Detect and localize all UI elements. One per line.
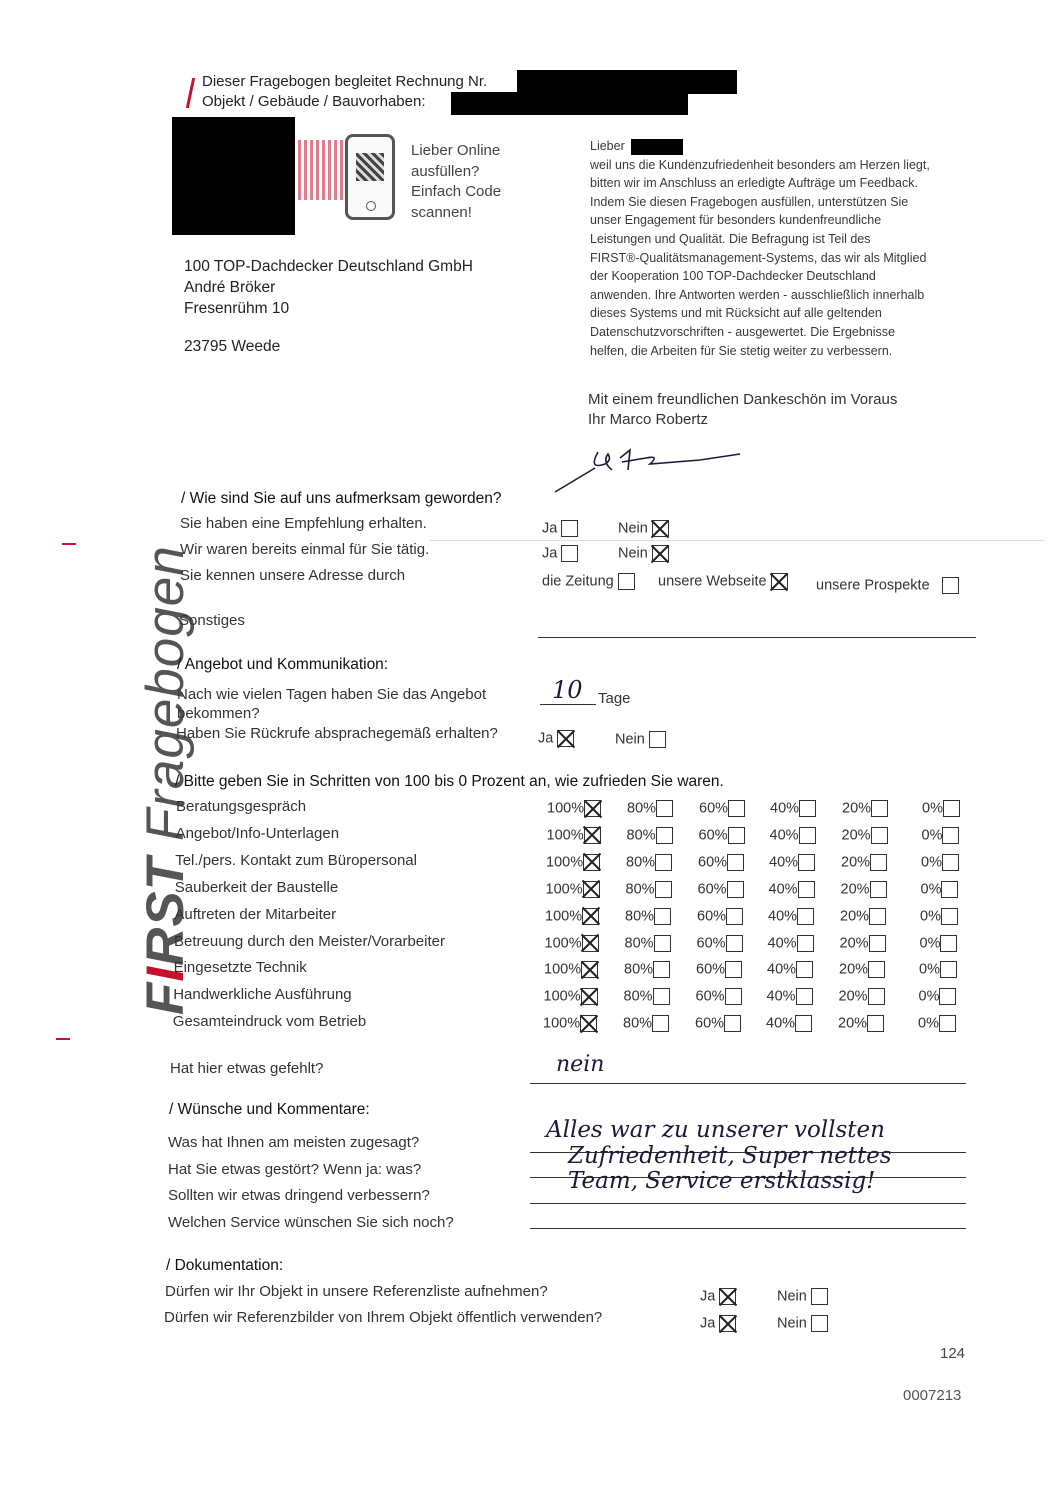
rating-option[interactable] bbox=[769, 854, 815, 871]
rating-option[interactable] bbox=[623, 1015, 669, 1032]
q-reference-list: Dürfen wir Ihr Objekt in unsere Referenzliste aufnehmen? bbox=[165, 1283, 548, 1300]
comment-line-3 bbox=[530, 1203, 966, 1204]
rating-option-label: 100% bbox=[546, 827, 584, 844]
rating-option[interactable] bbox=[546, 854, 600, 871]
rating-checkbox[interactable] bbox=[727, 881, 744, 898]
rating-checkbox[interactable] bbox=[728, 800, 745, 817]
rating-option[interactable] bbox=[918, 1015, 956, 1032]
rating-option-label: 40% bbox=[769, 827, 799, 844]
rating-option[interactable] bbox=[625, 908, 671, 925]
rating-checkbox[interactable] bbox=[942, 854, 959, 871]
ref-list-ja[interactable]: Ja bbox=[700, 1288, 736, 1305]
rating-option-label: 60% bbox=[695, 1015, 725, 1032]
rating-checkbox[interactable] bbox=[871, 827, 888, 844]
rating-option-label: 20% bbox=[841, 827, 871, 844]
rating-checkbox[interactable] bbox=[869, 908, 886, 925]
ref-list-nein[interactable]: Nein bbox=[777, 1288, 828, 1305]
side-mark-top bbox=[62, 543, 76, 545]
ref-images-ja-checkbox[interactable] bbox=[719, 1315, 736, 1332]
ref-list-ja-checkbox[interactable] bbox=[719, 1288, 736, 1305]
rating-row-label: Auftreten der Mitarbeiter bbox=[174, 905, 337, 923]
rating-option-label: 40% bbox=[766, 988, 796, 1005]
rating-row-label: Eingesetzte Technik bbox=[173, 959, 307, 977]
company-name: 100 TOP-Dachdecker Deutschland GmbH bbox=[184, 258, 473, 275]
rating-grid bbox=[172, 798, 1002, 1048]
callback-nein[interactable]: Nein bbox=[615, 731, 666, 748]
rating-checkbox[interactable] bbox=[870, 881, 887, 898]
first-fragebogen-logo: FIRST Fragebogen bbox=[136, 545, 195, 1015]
rating-option[interactable] bbox=[544, 961, 598, 978]
rating-option[interactable] bbox=[921, 881, 959, 898]
rating-option-label: 20% bbox=[839, 961, 869, 978]
letter-closing: Mit einem freundlichen Dankeschön im Voraus Ihr Marco Robertz bbox=[588, 391, 898, 428]
offer-days-line bbox=[540, 704, 596, 705]
rating-option-label: 20% bbox=[840, 881, 870, 898]
rating-option[interactable] bbox=[919, 961, 957, 978]
rating-option-label: 0% bbox=[919, 934, 941, 951]
rating-option-label: 60% bbox=[699, 800, 729, 817]
rating-checkbox[interactable] bbox=[583, 881, 600, 898]
rating-checkbox[interactable] bbox=[939, 988, 956, 1005]
comments-answer[interactable]: Alles war zu unserer vollsten Zufriedenheit, Super nettes Team, Service erstklassig! bbox=[546, 1117, 892, 1194]
address-block bbox=[184, 256, 473, 357]
rating-checkbox[interactable] bbox=[870, 854, 887, 871]
object-label: Objekt / Gebäude / Bauvorhaben: bbox=[202, 93, 426, 110]
contact-name: André Bröker bbox=[184, 279, 276, 296]
ref-list-nein-checkbox[interactable] bbox=[811, 1288, 828, 1305]
ref-images-nein-checkbox[interactable] bbox=[811, 1315, 828, 1332]
rating-option-label: 40% bbox=[767, 934, 797, 951]
rating-option[interactable] bbox=[699, 800, 745, 817]
rating-option-label: 80% bbox=[624, 934, 654, 951]
q2-nein[interactable]: Nein bbox=[618, 545, 669, 562]
missing-line bbox=[530, 1083, 966, 1084]
rating-checkbox[interactable] bbox=[869, 935, 886, 952]
rating-checkbox[interactable] bbox=[726, 935, 743, 952]
rating-checkbox[interactable] bbox=[584, 800, 601, 817]
rating-checkbox[interactable] bbox=[868, 988, 885, 1005]
q2-ja-checkbox[interactable] bbox=[561, 545, 578, 562]
zeitung-checkbox[interactable] bbox=[618, 573, 635, 590]
opt-prospekte[interactable]: unsere Prospekte bbox=[816, 577, 959, 594]
rating-checkbox[interactable] bbox=[797, 908, 814, 925]
ref-images-nein[interactable]: Nein bbox=[777, 1315, 828, 1332]
redacted-qr-code bbox=[172, 117, 295, 235]
rating-option-label: 80% bbox=[626, 827, 656, 844]
rating-checkbox[interactable] bbox=[871, 800, 888, 817]
rating-option[interactable] bbox=[546, 881, 600, 898]
rating-option[interactable] bbox=[698, 854, 744, 871]
rating-option-label: 100% bbox=[544, 934, 582, 951]
rating-option[interactable] bbox=[840, 935, 886, 952]
salutation: Lieber bbox=[590, 137, 1010, 156]
rating-option[interactable] bbox=[627, 800, 673, 817]
q-previous-work: Wir waren bereits einmal für Sie tätig. bbox=[180, 541, 430, 558]
letter-text: Lieber weil uns die Kundenzufriedenheit besonders am Herzen liegt, bitten wir im Anschluss an erledigte Aufträge um Feedback. Indem Sie diesen Fragebogen ausfüllen, unterstützen Sie unser Engagement für besonders kundenfreundliche Leistungen und Qualität. Die Befragung ist Teil des FIRST®-Qualitätsmanagement-Systems, das wir als Mitglied der Kooperation 100 TOP-Dachdecker Deutschland anwenden. Ihre Antworten werden - ausschließlich innerhalb dieses Systems und mit Rücksicht auf alle geltenden Datenschutzvorschriften - ausgewertet. Die Ergebnisse helfen, die Arbeiten für Sie stetig weiter zu verbessern. bbox=[590, 137, 1010, 360]
q1-nein[interactable]: Nein bbox=[618, 520, 669, 537]
q-reference-images: Dürfen wir Referenzbilder von Ihrem Objekt öffentlich verwenden? bbox=[164, 1309, 603, 1326]
rating-row-label: Sauberkeit der Baustelle bbox=[174, 878, 339, 896]
rating-option-label: 60% bbox=[695, 988, 725, 1005]
rating-checkbox[interactable] bbox=[796, 961, 813, 978]
rating-checkbox[interactable] bbox=[868, 961, 885, 978]
street: Fresenrühm 10 bbox=[184, 300, 290, 317]
q1-ja-checkbox[interactable] bbox=[561, 520, 578, 537]
rating-option-label: 20% bbox=[838, 1015, 868, 1032]
rating-row-label: Handwerkliche Ausführung bbox=[173, 986, 352, 1004]
rating-checkbox[interactable] bbox=[656, 800, 673, 817]
rating-checkbox[interactable] bbox=[656, 827, 673, 844]
page-number: 124 bbox=[940, 1345, 966, 1362]
rating-option[interactable] bbox=[838, 1015, 884, 1032]
rating-option-label: 100% bbox=[546, 854, 584, 871]
rating-option-label: 0% bbox=[920, 907, 941, 924]
invoice-label: Dieser Fragebogen begleitet Rechnung Nr. bbox=[202, 73, 488, 90]
rating-checkbox[interactable] bbox=[726, 908, 743, 925]
rating-option[interactable] bbox=[767, 988, 813, 1005]
rating-option[interactable] bbox=[770, 800, 816, 817]
ref-images-ja[interactable]: Ja bbox=[700, 1315, 736, 1332]
rating-option-label: 0% bbox=[918, 1015, 939, 1032]
callback-ja[interactable]: Ja bbox=[538, 730, 574, 747]
rating-checkbox[interactable] bbox=[799, 827, 816, 844]
sonstiges-field[interactable] bbox=[538, 637, 976, 638]
rating-option-label: 60% bbox=[697, 881, 727, 898]
rating-option[interactable] bbox=[920, 908, 958, 925]
rating-option[interactable] bbox=[624, 961, 670, 978]
rating-option-label: 80% bbox=[627, 800, 657, 817]
document-number: 0007213 bbox=[903, 1387, 962, 1404]
rating-option-label: 80% bbox=[623, 1015, 653, 1032]
rating-option-label: 40% bbox=[768, 881, 798, 898]
rating-checkbox[interactable] bbox=[580, 1015, 597, 1032]
prospekte-checkbox[interactable] bbox=[942, 577, 959, 594]
rating-option[interactable] bbox=[543, 1015, 597, 1032]
rating-option[interactable] bbox=[840, 908, 886, 925]
rating-option-label: 40% bbox=[766, 1015, 796, 1032]
rating-option-label: 40% bbox=[770, 800, 800, 817]
rating-option-label: 20% bbox=[842, 800, 872, 817]
rating-option[interactable] bbox=[697, 908, 743, 925]
rating-option[interactable] bbox=[922, 800, 960, 817]
rating-row-label: Angebot/Info-Unterlagen bbox=[175, 824, 340, 842]
section1-title: / Wie sind Sie auf uns aufmerksam geworden? bbox=[181, 490, 502, 507]
rating-checkbox[interactable] bbox=[583, 854, 600, 871]
rating-checkbox[interactable] bbox=[582, 908, 599, 925]
rating-option-label: 80% bbox=[623, 988, 653, 1005]
rating-option-label: 0% bbox=[921, 854, 942, 871]
missing-answer[interactable]: nein bbox=[556, 1052, 605, 1077]
rating-option[interactable] bbox=[626, 881, 672, 898]
rating-checkbox[interactable] bbox=[943, 800, 960, 817]
comment-line-4 bbox=[530, 1228, 966, 1229]
section3-title: / Bitte geben Sie in Schritten von 100 bis 0 Prozent an, wie zufrieden Sie waren. bbox=[175, 773, 724, 790]
rating-option[interactable] bbox=[698, 881, 744, 898]
rating-checkbox[interactable] bbox=[654, 908, 671, 925]
rating-option[interactable] bbox=[696, 961, 742, 978]
rating-option-label: 100% bbox=[547, 800, 585, 817]
rating-checkbox[interactable] bbox=[797, 935, 814, 952]
rating-option[interactable] bbox=[767, 961, 813, 978]
q1-ja[interactable]: Ja bbox=[542, 520, 578, 537]
side-mark-bottom bbox=[56, 1038, 70, 1040]
rating-option-label: 20% bbox=[838, 988, 868, 1005]
rating-option-label: 100% bbox=[545, 907, 583, 924]
rating-checkbox[interactable] bbox=[582, 935, 599, 952]
rating-checkbox[interactable] bbox=[584, 827, 601, 844]
q1-nein-checkbox[interactable] bbox=[652, 520, 669, 537]
rating-checkbox[interactable] bbox=[652, 1015, 669, 1032]
rating-option-label: 80% bbox=[625, 881, 655, 898]
sonstiges-label: Sonstiges bbox=[179, 612, 245, 629]
rating-checkbox[interactable] bbox=[798, 854, 815, 871]
phone-icon bbox=[345, 134, 395, 220]
rating-row-label: Betreuung durch den Meister/Vorarbeiter bbox=[174, 932, 445, 950]
q-missing: Hat hier etwas gefehlt? bbox=[170, 1060, 324, 1077]
rating-row-label: Tel./pers. Kontakt zum Büropersonal bbox=[175, 851, 417, 869]
rating-option[interactable] bbox=[625, 935, 671, 952]
rating-option[interactable] bbox=[839, 988, 885, 1005]
callback-nein-checkbox[interactable] bbox=[649, 731, 666, 748]
rating-checkbox[interactable] bbox=[940, 935, 957, 952]
header-accent-bar bbox=[186, 78, 195, 108]
rating-option[interactable] bbox=[766, 1015, 812, 1032]
rating-checkbox[interactable] bbox=[725, 988, 742, 1005]
rating-option-label: 40% bbox=[767, 961, 797, 978]
rating-option[interactable] bbox=[696, 988, 742, 1005]
rating-checkbox[interactable] bbox=[867, 1015, 884, 1032]
rating-checkbox[interactable] bbox=[581, 988, 598, 1005]
rating-checkbox[interactable] bbox=[728, 827, 745, 844]
rating-option-label: 0% bbox=[919, 961, 940, 978]
redacted-name bbox=[631, 139, 683, 155]
rating-option-label: 0% bbox=[922, 800, 943, 817]
rating-option-label: 100% bbox=[544, 961, 582, 978]
rating-checkbox[interactable] bbox=[942, 827, 959, 844]
rating-checkbox[interactable] bbox=[725, 961, 742, 978]
city: 23795 Weede bbox=[184, 338, 281, 355]
rating-option-label: 60% bbox=[698, 854, 728, 871]
q-address-source: Sie kennen unsere Adresse durch bbox=[180, 567, 406, 584]
rating-option-label: 0% bbox=[921, 827, 943, 844]
opt-webseite[interactable]: unsere Webseite bbox=[658, 573, 788, 590]
rating-checkbox[interactable] bbox=[795, 1015, 812, 1032]
rating-checkbox[interactable] bbox=[939, 1015, 956, 1032]
rating-option[interactable] bbox=[842, 800, 888, 817]
rating-option-label: 100% bbox=[543, 1015, 581, 1032]
rating-option-label: 80% bbox=[626, 854, 656, 871]
rating-option[interactable] bbox=[699, 827, 745, 844]
signature bbox=[550, 440, 750, 500]
q-callbacks: Haben Sie Rückrufe absprachegemäß erhalten? bbox=[176, 725, 498, 742]
rating-option-label: 60% bbox=[698, 827, 728, 844]
rating-option[interactable] bbox=[545, 935, 599, 952]
rating-option[interactable] bbox=[697, 935, 743, 952]
rating-option-label: 0% bbox=[920, 881, 942, 898]
qr-instruction: Lieber Online ausfüllen? Einfach Code scannen! bbox=[411, 142, 502, 221]
rating-checkbox[interactable] bbox=[941, 908, 958, 925]
rating-option-label: 40% bbox=[769, 854, 799, 871]
rating-option[interactable] bbox=[626, 854, 672, 871]
section2-title: / Angebot und Kommunikation: bbox=[177, 656, 389, 673]
rating-checkbox[interactable] bbox=[798, 881, 815, 898]
rating-option[interactable] bbox=[695, 1015, 741, 1032]
rating-option[interactable] bbox=[624, 988, 670, 1005]
rating-option-label: 60% bbox=[696, 934, 726, 951]
rating-option[interactable] bbox=[547, 827, 601, 844]
webseite-checkbox[interactable] bbox=[771, 573, 788, 590]
row-divider bbox=[430, 540, 1045, 541]
rating-checkbox[interactable] bbox=[653, 961, 670, 978]
rating-option[interactable] bbox=[768, 908, 814, 925]
rating-row-label: Gesamteindruck vom Betrieb bbox=[172, 1013, 367, 1031]
rating-checkbox[interactable] bbox=[655, 881, 672, 898]
rating-option[interactable] bbox=[769, 881, 815, 898]
q-recommendation: Sie haben eine Empfehlung erhalten. bbox=[180, 515, 427, 532]
q2-ja[interactable]: Ja bbox=[542, 545, 578, 562]
rating-option[interactable] bbox=[920, 935, 958, 952]
rating-option[interactable] bbox=[841, 881, 887, 898]
scan-beam-graphic bbox=[298, 140, 343, 200]
rating-option-label: 60% bbox=[696, 961, 726, 978]
rating-option[interactable] bbox=[544, 988, 598, 1005]
rating-option[interactable] bbox=[627, 827, 673, 844]
rating-option[interactable] bbox=[922, 827, 960, 844]
rating-checkbox[interactable] bbox=[727, 854, 744, 871]
rating-option[interactable] bbox=[768, 935, 814, 952]
rating-option-label: 60% bbox=[697, 907, 727, 924]
rating-option[interactable] bbox=[921, 854, 959, 871]
rating-option-label: 20% bbox=[840, 907, 870, 924]
section5-title: / Dokumentation: bbox=[166, 1257, 284, 1274]
opt-zeitung[interactable]: die Zeitung bbox=[542, 573, 635, 590]
q-offer-days: Nach wie vielen Tagen haben Sie das Angebot bekommen? bbox=[177, 686, 487, 722]
rating-option-label: 80% bbox=[624, 961, 654, 978]
rating-option[interactable] bbox=[842, 827, 888, 844]
rating-option[interactable] bbox=[841, 854, 887, 871]
callback-ja-checkbox[interactable] bbox=[557, 730, 574, 747]
section4-title: / Wünsche und Kommentare: bbox=[169, 1101, 370, 1118]
rating-option-label: 80% bbox=[625, 907, 655, 924]
wishes-questions: Was hat Ihnen am meisten zugesagt? Hat Sie etwas gestört? Wenn ja: was? Sollten wir etwas dringend verbessern? Welchen Service wünschen Sie sich noch? bbox=[168, 1134, 454, 1231]
rating-option[interactable] bbox=[770, 827, 816, 844]
rating-option-label: 100% bbox=[543, 988, 581, 1005]
rating-checkbox[interactable] bbox=[940, 961, 957, 978]
rating-option[interactable] bbox=[547, 800, 601, 817]
rating-option[interactable] bbox=[919, 988, 957, 1005]
rating-option[interactable] bbox=[839, 961, 885, 978]
rating-checkbox[interactable] bbox=[654, 935, 671, 952]
rating-option-label: 20% bbox=[839, 934, 869, 951]
rating-checkbox[interactable] bbox=[941, 881, 958, 898]
rating-option[interactable] bbox=[545, 908, 599, 925]
offer-days-value[interactable]: 10 bbox=[552, 676, 583, 704]
rating-checkbox[interactable] bbox=[653, 988, 670, 1005]
rating-row-label: Beratungsgespräch bbox=[176, 798, 307, 815]
q2-nein-checkbox[interactable] bbox=[652, 545, 669, 562]
rating-option-label: 0% bbox=[918, 988, 940, 1005]
rating-option-label: 100% bbox=[545, 881, 583, 898]
rating-option-label: 20% bbox=[841, 854, 871, 871]
rating-option-label: 40% bbox=[768, 907, 798, 924]
rating-checkbox[interactable] bbox=[799, 800, 816, 817]
redacted-object bbox=[451, 92, 688, 115]
redacted-invoice-number bbox=[517, 70, 737, 94]
rating-checkbox[interactable] bbox=[796, 988, 813, 1005]
offer-days-unit: Tage bbox=[598, 690, 631, 707]
rating-checkbox[interactable] bbox=[724, 1015, 741, 1032]
rating-checkbox[interactable] bbox=[655, 854, 672, 871]
rating-checkbox[interactable] bbox=[581, 961, 598, 978]
